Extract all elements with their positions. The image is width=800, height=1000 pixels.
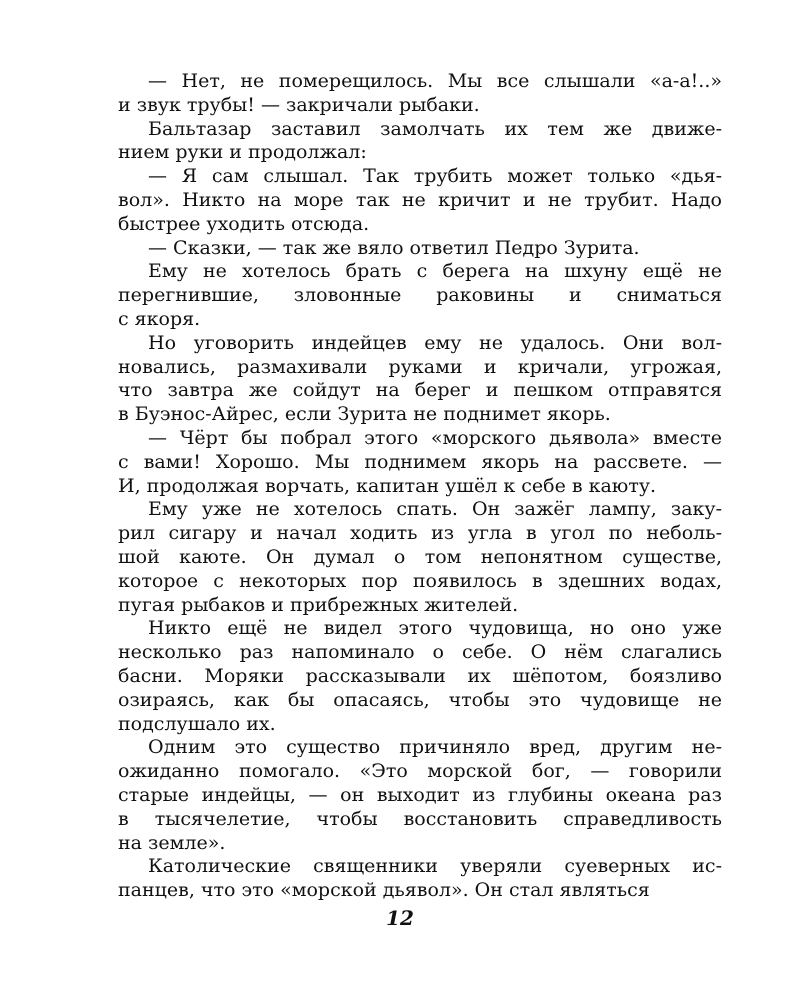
paragraph	[118, 260, 722, 331]
paragraph	[118, 118, 722, 166]
text-line: панцев, что это «морской дьявол». Он стал являться	[118, 879, 650, 902]
paragraph	[118, 498, 722, 617]
text-line: Ему уже не хотелось спать. Он зажёг лампу, заку-	[148, 498, 722, 521]
text-line: — Чёрт бы побрал этого «морского дьявола» вместе	[148, 426, 722, 449]
paragraph	[118, 237, 722, 261]
text-line: Но уговорить индейцев ему не удалось. Они вол-	[148, 331, 722, 354]
text-line: вол». Никто на море так не кричит и не трубит. Надо	[118, 188, 722, 211]
text-line: которое с некоторых пор появилось в здешних водах,	[118, 569, 722, 592]
paragraph	[118, 855, 722, 903]
text-line: озираясь, как бы опасаясь, чтобы это чудовище не	[118, 688, 722, 711]
text-line: с якоря.	[118, 307, 201, 330]
text-line: с вами! Хорошо. Мы поднимем якорь на рассвете. —	[118, 450, 722, 473]
text-line: рил сигару и начал ходить из угла в угол по неболь-	[118, 522, 722, 545]
text-line: Ему не хотелось брать с берега на шхуну ещё не	[148, 260, 722, 283]
text-line: перегнившие, зловонные раковины и сниматься	[118, 284, 722, 307]
text-line: Никто ещё не видел этого чудовища, но оно уже	[148, 617, 722, 640]
text-line: Бальтазар заставил замолчать их тем же движе-	[148, 117, 722, 140]
text-line: — Сказки, — так же вяло ответил Педро Зурита.	[148, 236, 640, 259]
paragraph	[118, 736, 722, 855]
text-line: И, продолжая ворчать, капитан ушёл к себе в каюту.	[118, 474, 657, 497]
text-line: басни. Моряки рассказывали их шёпотом, боязливо	[118, 664, 722, 687]
text-line: Католические священники уверяли суеверных ис-	[148, 855, 722, 878]
text-line: новались, размахивали руками и кричали, угрожая,	[118, 355, 722, 378]
paragraph	[118, 427, 722, 498]
text-line: на земле».	[118, 831, 226, 854]
text-line: и звук трубы! — закричали рыбаки.	[118, 93, 480, 116]
text-line: — Я сам слышал. Так трубить может только «дья-	[148, 165, 722, 188]
book-page-text	[118, 70, 722, 903]
text-line: Одним это существо причиняло вред, другим не-	[148, 736, 722, 759]
text-line: старые индейцы, — он выходит из глубины океана раз	[118, 783, 722, 806]
text-line: пугая рыбаков и прибрежных жителей.	[118, 593, 519, 616]
text-line: ожиданно помогало. «Это морской бог, — говорили	[118, 760, 722, 783]
text-line: нием руки и продолжал:	[118, 141, 367, 164]
page-number: 12	[386, 906, 414, 930]
paragraph	[118, 617, 722, 736]
text-line: подслушало их.	[118, 712, 276, 735]
paragraph	[118, 70, 722, 118]
text-line: несколько раз напоминало о себе. О нём слагались	[118, 641, 722, 664]
text-line: шой каюте. Он думал о том непонятном существе,	[118, 545, 722, 568]
text-line: что завтра же сойдут на берег и пешком отправятся	[118, 379, 722, 402]
paragraph	[118, 165, 722, 236]
paragraph	[118, 332, 722, 427]
text-line: в Буэнос-Айрес, если Зурита не поднимет якорь.	[118, 403, 611, 426]
text-line: в тысячелетие, чтобы восстановить справедливость	[118, 807, 722, 830]
text-line: быстрее уходить отсюда.	[118, 212, 370, 235]
text-line: — Нет, не померещилось. Мы все слышали «а-а!..»	[148, 70, 722, 92]
